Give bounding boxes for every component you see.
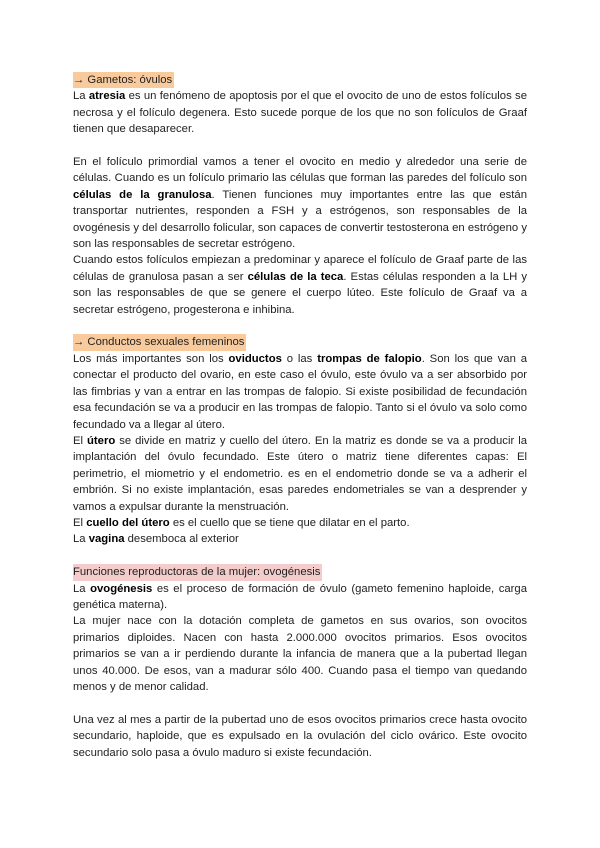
bold-term-teca: células de la teca <box>247 270 344 283</box>
bold-term-atresia: atresia <box>88 90 126 103</box>
bold-term-cuello: cuello del útero <box>86 516 170 529</box>
bold-term-granulosa: células de la granulosa <box>73 188 212 201</box>
section-ovogenesis <box>73 564 527 761</box>
section-heading-ovogenesis: Funciones reproductoras de la mujer: ovogénesis <box>73 564 322 580</box>
paragraph-dotacion: La mujer nace con la dotación completa de gametos en sus ovarios, son ovocitos primarios diploides. Nacen con hasta 2.000.000 ovocitos primarios. Esos ovocitos primarios se van a ir perdiendo durante la infancia de manera que a la pubertad llegan unos 40.000. De esos, van a madurar sólo 400. Cuando pasa el tiempo van quedando menos y de menor calidad. <box>73 615 527 693</box>
paragraph-ovocito-secundario: Una vez al mes a partir de la pubertad uno de esos ovocitos primarios crece hasta ovocito secundario, haploide, que es expulsado en la ovulación del ciclo ovárico. Este ovocito secundario solo pasa a óvulo maduro si existe fecundación. <box>73 713 527 759</box>
bold-term-trompas: trompas de falopio <box>317 352 422 365</box>
paragraph-vagina: La vagina desemboca al exterior <box>73 533 239 546</box>
section-heading-gametos: → Gametos: óvulos <box>73 72 174 88</box>
paragraph-cuello: El cuello del útero es el cuello que se tiene que dilatar en el parto. <box>73 516 410 529</box>
bold-term-oviductos: oviductos <box>228 352 282 365</box>
document-body <box>73 72 527 761</box>
bold-term-vagina: vagina <box>88 533 125 546</box>
bold-term-utero: útero <box>87 434 116 447</box>
paragraph-ovogenesis-def: La ovogénesis es el proceso de formación de óvulo (gameto femenino haploide, carga genética materna). <box>73 582 527 611</box>
section-heading-conductos: → Conductos sexuales femeninos <box>73 334 246 350</box>
section-conductos <box>73 334 527 547</box>
paragraph-utero: El útero se divide en matriz y cuello del útero. En la matriz es donde se va a producir la implantación del óvulo fecundado. Este útero o matriz tiene diferentes capas: El perimetrio, el miometrio y el endometrio. es en el endometrio donde se va a adherir el embrión. Si no existe implantación, esas paredes endometriales se van a desprender y vamos a expulsar durante la menstruación. <box>73 434 527 513</box>
section-gametos <box>73 72 527 318</box>
paragraph-foliculo-graaf: Cuando estos folículos empiezan a predominar y aparece el folículo de Graaf parte de las células de granulosa pasan a ser células de la teca. Estas células responden a la LH y son las responsables de que se genere el cuerpo lúteo. Este folículo de Graaf va a secretar estrógeno, progesterona e inhibina. <box>73 254 527 316</box>
paragraph-oviductos: Los más importantes son los oviductos o las trompas de falopio. Son los que van a conectar el producto del ovario, en este caso el óvulo, este óvulo va a ser absorbido por las fimbrias y van a entrar en las trompas de falopio. Si existe posibilidad de fecundación esa fecundación se va a producir en las trompas de falopio. Tanto si el óvulo va solo como fecundado va a llegar al útero. <box>73 352 527 431</box>
paragraph-atresia: La atresia es un fenómeno de apoptosis por el que el ovocito de uno de estos folículos se necrosa y el folículo degenera. Esto sucede porque de los que no son folículos de Graaf tienen que desaparecer. <box>73 90 527 136</box>
bold-term-ovogenesis: ovogénesis <box>90 582 153 595</box>
paragraph-foliculo-primordial: En el folículo primordial vamos a tener el ovocito en medio y alrededor una serie de células. Cuando es un folículo primario las células que forman las paredes del folículo son células de la granulosa. Tienen funciones muy importantes entre las que están transportar nutrientes, responden a FSH y a estrógenos, son responsables de la ovogénesis y del desarrollo folicular, son capaces de convertir testosterona en estrógeno y son las responsables de secretar estrógeno. <box>73 156 527 251</box>
